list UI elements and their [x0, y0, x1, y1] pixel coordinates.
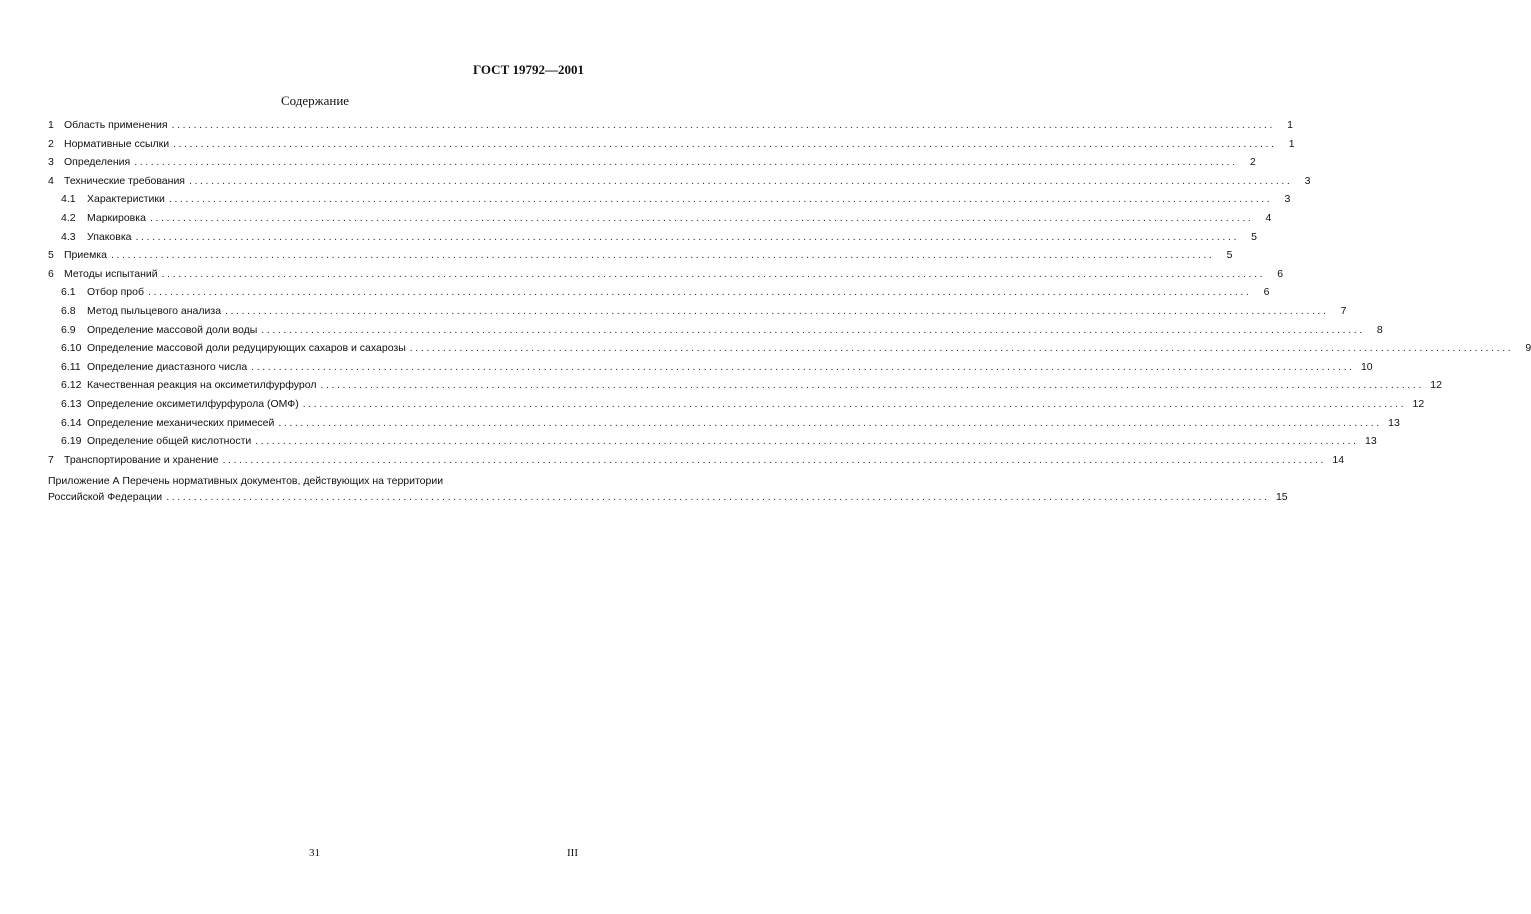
toc-entry[interactable] [48, 230, 1257, 250]
toc-entry-page: 12 [1412, 397, 1425, 410]
toc-entry-page: 10 [1360, 360, 1373, 373]
toc-entry-page: 13 [1365, 435, 1377, 448]
toc-title: Содержание [280, 93, 350, 108]
toc-entry-label: Определение механических примесей [87, 416, 275, 429]
toc-leader-dots: ........................................................................................................................................................................................................ [171, 119, 1276, 131]
toc-entry-label: Область применения [64, 119, 168, 131]
toc-leader-dots: ........................................................................................................................................................................................................ [251, 360, 1355, 373]
toc-entry-number: 4.2 [61, 211, 76, 224]
toc-entry-number: 6.10 [61, 342, 82, 355]
toc-entry-label: Технические требования [64, 174, 185, 187]
document-code: ГОСТ 19792—2001 [472, 62, 584, 77]
toc-entry[interactable] [48, 267, 1284, 287]
toc-entry-number: 6.1 [61, 286, 76, 299]
toc-entry[interactable] [48, 379, 1442, 398]
toc-leader-dots: ........................................................................................................................................................................................................ [222, 453, 1327, 466]
toc-entry-page: 14 [1332, 453, 1345, 466]
toc-entry-label: Транспортирование и хранение [64, 453, 219, 466]
toc-leader-dots: ........................................................................................................................................................................................................ [278, 416, 1382, 429]
toc-entry-page: 9 [1525, 342, 1531, 355]
toc-entry-number: 6.11 [61, 360, 81, 373]
roman-page-number: III [567, 847, 578, 859]
toc-entry-label: Качественная реакция на оксиметилфурфурол [87, 379, 317, 392]
toc-entry-label: Метод пыльцевого анализа [87, 304, 222, 317]
toc-entry-number: 3 [48, 156, 54, 169]
toc-entry[interactable] [48, 137, 1295, 157]
toc-entry[interactable] [48, 286, 1270, 305]
toc-entry-number: 7 [48, 453, 54, 466]
toc-entry-label: Отбор проб [87, 286, 144, 299]
toc-entry-page: 6 [1277, 267, 1284, 280]
toc-entry-page: 6 [1263, 286, 1270, 299]
toc-leader-dots: ........................................................................................................................................................................................................ [189, 174, 1293, 187]
toc-leader-dots: ........................................................................................................................................................................................................ [149, 211, 1254, 224]
toc-entry-page: 5 [1251, 230, 1257, 243]
toc-entry[interactable] [48, 416, 1400, 436]
toc-entry-label: Определение массовой доли воды [87, 323, 258, 336]
toc-entry-number: 6.19 [61, 435, 82, 448]
toc-entry-label: Методы испытаний [64, 267, 158, 280]
toc-entry[interactable] [48, 119, 1294, 138]
toc-entry[interactable] [48, 323, 1383, 343]
toc-leader-dots: ........................................................................................................................................................................................................ [261, 323, 1365, 336]
toc-entry[interactable] [48, 211, 1272, 231]
toc-leader-dots: ........................................................................................................................................................................................................ [409, 342, 1514, 355]
toc-entry-label: Упаковка [87, 230, 132, 243]
toc-leader-dots: ........................................................................................................................................................................................................ [320, 379, 1424, 392]
toc-leader-dots: ........................................................................................................................................................................................................ [255, 435, 1359, 448]
toc-entry-label: Определение общей кислотности [87, 435, 252, 448]
table-of-contents [48, 119, 1531, 509]
toc-entry[interactable] [48, 342, 1531, 361]
toc-entry-number: 6.12 [61, 379, 82, 392]
toc-entry-page: 1 [1287, 119, 1294, 131]
toc-entry-page: 3 [1304, 174, 1311, 187]
toc-entry[interactable] [48, 453, 1345, 473]
toc-entry-label: Маркировка [87, 211, 146, 224]
toc-entry-number: 6.13 [61, 397, 82, 410]
toc-entry-page: 13 [1388, 416, 1400, 429]
toc-entry-label: Приемка [64, 249, 107, 262]
toc-entry-label: Определение массовой доли редуцирующих сахаров и сахарозы [87, 342, 406, 355]
appendix-title-cont-row [48, 490, 1288, 510]
toc-leader-dots: ........................................................................................................................................................................................................ [173, 137, 1277, 150]
appendix-page: 15 [1275, 490, 1288, 503]
toc-appendix[interactable] [48, 472, 1288, 509]
toc-leader-dots: ........................................................................................................................................................................................................ [166, 490, 1270, 503]
toc-entry-page: 8 [1376, 323, 1383, 336]
toc-entry-number: 6 [48, 267, 54, 280]
toc-leader-dots: ........................................................................................................................................................................................................ [110, 249, 1215, 262]
toc-entry[interactable] [48, 156, 1256, 175]
toc-entry-page: 12 [1430, 379, 1442, 392]
appendix-title-cont: Российской Федерации [48, 490, 163, 503]
toc-entry-number: 4.3 [61, 230, 76, 243]
toc-entry-label: Определение оксиметилфурфурола (ОМФ) [87, 397, 299, 410]
toc-entry[interactable] [48, 304, 1347, 324]
toc-leader-dots: ........................................................................................................................................................................................................ [147, 286, 1252, 299]
toc-leader-dots: ........................................................................................................................................................................................................ [134, 156, 1238, 169]
toc-entry-label: Определения [64, 156, 131, 169]
toc-entry-label: Нормативные ссылки [64, 137, 170, 150]
toc-entry-page: 7 [1340, 304, 1347, 317]
toc-entry-number: 4.1 [61, 193, 76, 206]
appendix-title: Приложение А Перечень нормативных документов, действующих на территории [48, 475, 444, 488]
toc-leader-dots: ........................................................................................................................................................................................................ [161, 267, 1266, 280]
toc-entry-page: 3 [1284, 193, 1291, 206]
toc-entry-number: 4 [48, 174, 54, 187]
toc-leader-dots: ........................................................................................................................................................................................................ [302, 397, 1407, 410]
toc-entry[interactable] [48, 193, 1291, 212]
toc-entry-page: 4 [1265, 211, 1272, 224]
toc-entry-number: 6.14 [61, 416, 82, 429]
toc-leader-dots: ........................................................................................................................................................................................................ [225, 304, 1329, 317]
toc-entry[interactable] [48, 397, 1425, 417]
toc-entry-number: 1 [48, 119, 54, 131]
toc-entry-page: 2 [1249, 156, 1256, 169]
toc-entry[interactable] [48, 249, 1233, 268]
toc-entry-page: 1 [1288, 137, 1295, 150]
page-number: 31 [309, 847, 320, 859]
toc-leader-dots: ........................................................................................................................................................................................................ [168, 193, 1273, 206]
toc-leader-dots: ........................................................................................................................................................................................................ [135, 230, 1239, 243]
toc-entry-number: 6.8 [61, 304, 76, 317]
toc-entry-label: Характеристики [87, 193, 165, 206]
toc-entry-number: 6.9 [61, 323, 76, 336]
toc-entry-page: 5 [1226, 249, 1233, 262]
toc-entry-label: Определение диастазного числа [87, 360, 248, 373]
toc-entry[interactable] [48, 174, 1311, 194]
toc-entry-number: 5 [48, 249, 54, 262]
toc-entry-number: 2 [48, 137, 54, 150]
toc-entry[interactable] [48, 435, 1377, 454]
toc-entry[interactable] [48, 360, 1373, 380]
